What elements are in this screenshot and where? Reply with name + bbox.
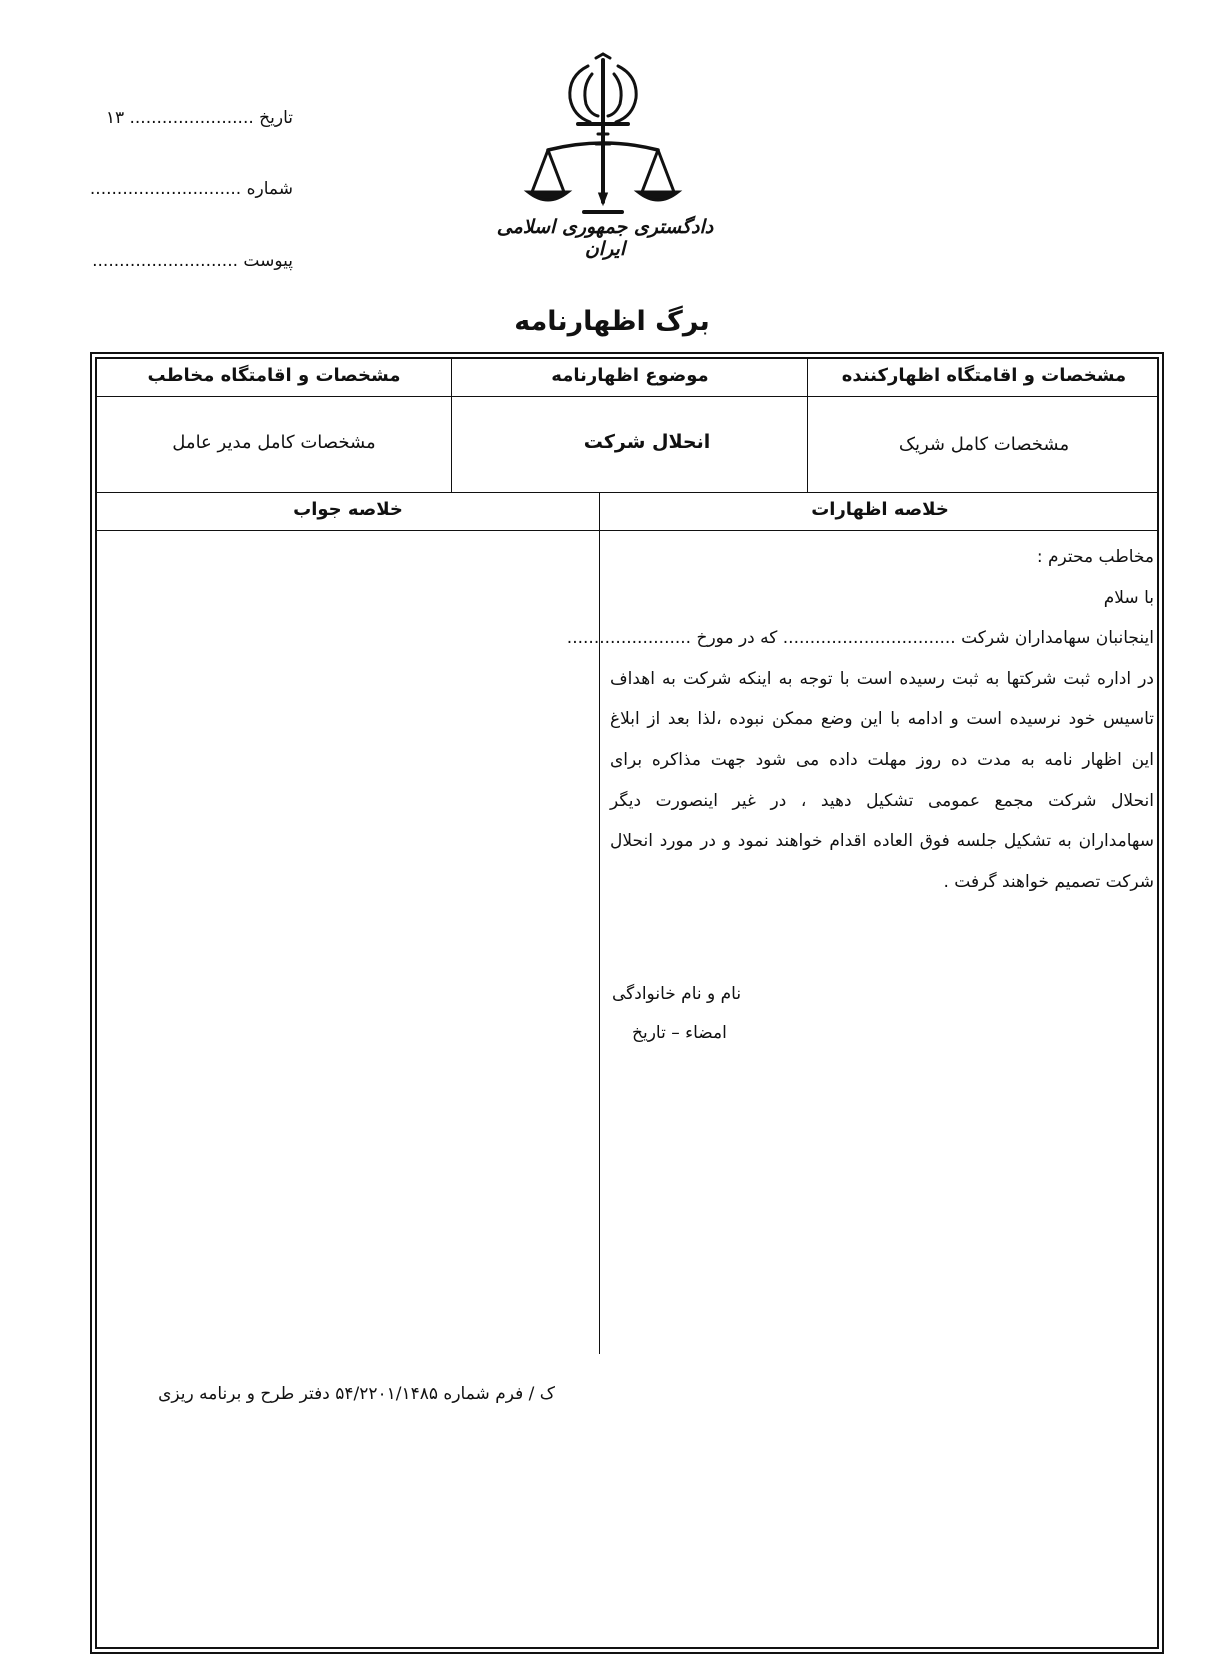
statements-header: خلاصه اظهارات [811, 499, 949, 520]
form-number-footer: ک / فرم شماره ۵۴/۲۲۰۱/۱۴۸۵ دفتر طرح و برنامه ریزی [158, 1384, 555, 1404]
statement-line: این اظهار نامه به مدت ده روز مهلت داده می شود جهت مذاکره برای [610, 749, 1154, 770]
declarant-header: مشخصات و اقامتگاه اظهارکننده [841, 365, 1127, 386]
subject-value: انحلال شرکت [583, 431, 711, 453]
declarant-value: مشخصات کامل شریک [898, 434, 1070, 455]
signature-name-label: نام و نام خانوادگی [612, 984, 742, 1004]
signature-sign-label: امضاء – تاریخ [632, 1023, 727, 1043]
statement-line: سهامداران به تشکیل جلسه فوق العاده اقدام خواهند نمود و در مورد انحلال [610, 831, 1154, 852]
statement-line: شرکت تصمیم خواهند گرفت . [943, 871, 1154, 892]
header-row-divider [95, 396, 1159, 397]
judiciary-emblem-icon [518, 52, 688, 224]
info-row-divider [95, 492, 1159, 493]
column-divider-right [807, 357, 808, 492]
form-title: برگ اظهارنامه [514, 306, 710, 337]
addressee-value: مشخصات کامل مدیر عامل [172, 432, 376, 453]
statement-line: اینجانبان سهامداران شرکت ................................ که در مورخ ....................... [566, 628, 1154, 649]
summary-header-divider [95, 530, 1159, 531]
statement-line: با سلام [1103, 587, 1154, 608]
statement-line: مخاطب محترم : [1036, 547, 1154, 567]
statement-line: در اداره ثبت شرکتها به ثبت رسیده است با توجه به اینکه شرکت به اهداف [610, 668, 1154, 689]
number-field: شماره ............................ [89, 179, 293, 199]
addressee-header: مشخصات و اقامتگاه مخاطب [147, 365, 401, 386]
statement-line: انحلال شرکت مجمع عمومی تشکیل دهید ، در غیر اینصورت دیگر [610, 790, 1154, 811]
date-field: تاریخ ....................... ۱۳ [105, 108, 293, 128]
emblem-caption: دادگستری جمهوری اسلامی ایران [496, 216, 714, 260]
statement-line: تاسیس خود نرسیده است و ادامه با این وضع ممکن نبوده ،لذا بعد از ابلاغ [610, 709, 1154, 730]
statements-body [566, 537, 1154, 902]
column-divider-left [451, 357, 452, 492]
attachment-field: پیوست ........................... [92, 251, 293, 271]
response-header: خلاصه جواب [293, 499, 403, 520]
subject-header: موضوع اظهارنامه [551, 365, 709, 386]
